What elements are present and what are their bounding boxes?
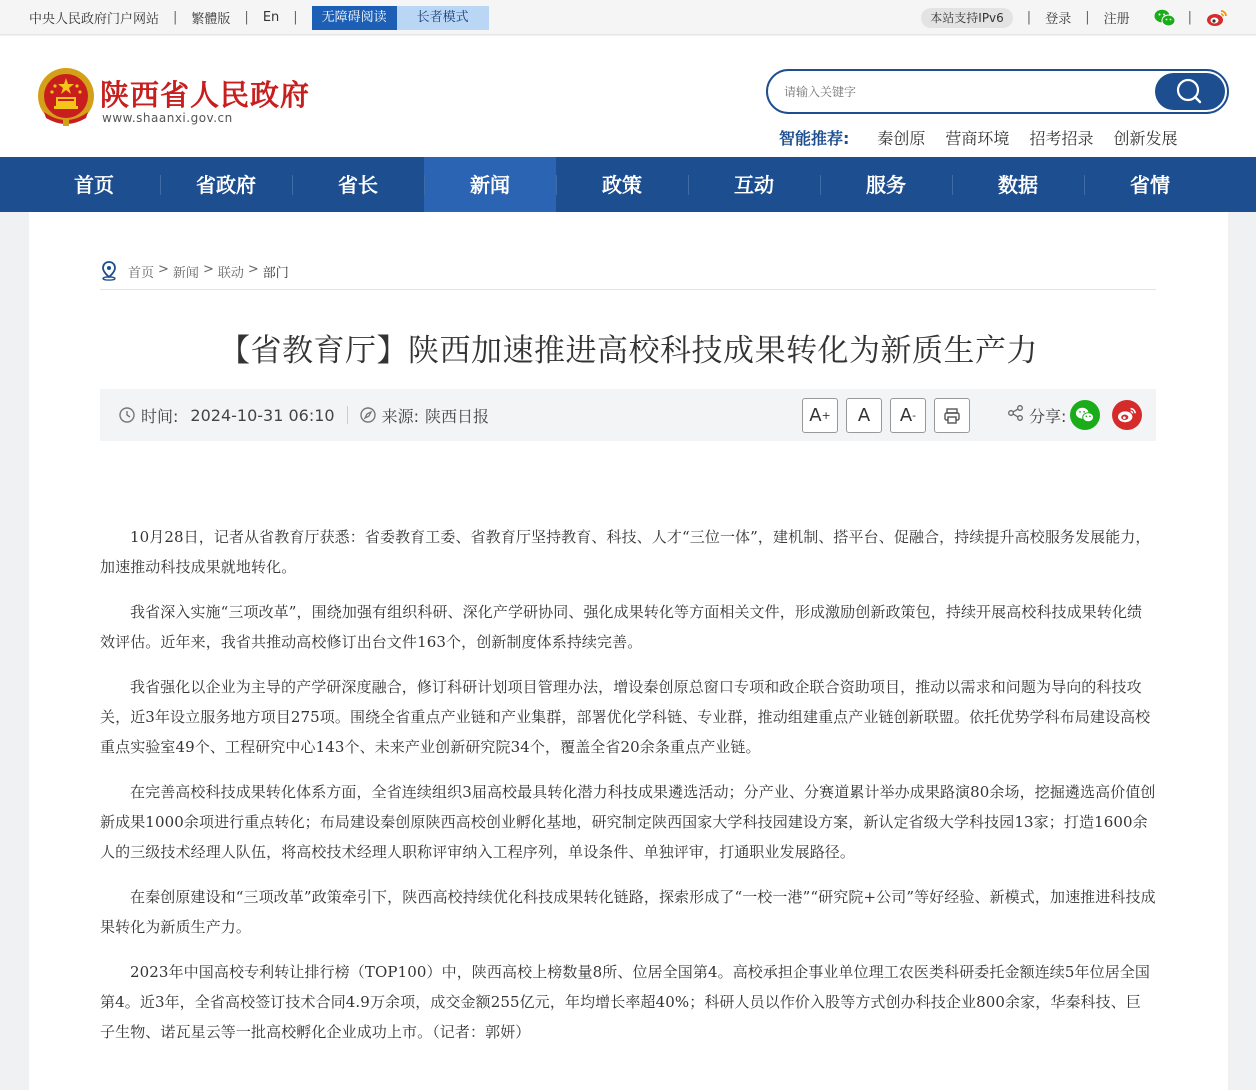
weibo-icon[interactable] bbox=[1206, 8, 1226, 28]
font-decrease-sign: - bbox=[912, 409, 917, 422]
site-name[interactable]: 陕西省人民政府 bbox=[100, 78, 311, 112]
article-paragraph: 10月28日，记者从省教育厅获悉：省委教育工委、省教育厅坚持教育、科技、人才“三位一体”，建机制、搭平台、促融合，持续提升高校服务发展能力，加速推动科技成果就地转化。 bbox=[100, 528, 1151, 576]
compass-icon bbox=[360, 407, 376, 423]
nav-item-policy[interactable]: 政策 bbox=[556, 157, 688, 212]
font-decrease-label: A bbox=[899, 405, 913, 426]
main-nav bbox=[0, 157, 1256, 212]
divider: | bbox=[1026, 10, 1032, 25]
divider: | bbox=[173, 10, 178, 25]
weibo-icon bbox=[1117, 406, 1137, 424]
font-increase-sign: + bbox=[821, 409, 831, 422]
divider: | bbox=[293, 10, 298, 25]
search-button[interactable] bbox=[1155, 73, 1225, 110]
search-icon bbox=[1155, 73, 1225, 110]
site-header bbox=[0, 36, 1256, 157]
content-panel bbox=[29, 212, 1228, 1090]
portal-link[interactable]: 中央人民政府门户网站 bbox=[29, 12, 160, 27]
english-link[interactable]: En bbox=[262, 10, 280, 25]
accessible-reading-button[interactable]: 无障碍阅读 bbox=[312, 6, 397, 30]
article-paragraph: 我省强化以企业为主导的产学研深度融合，修订科研计划项目管理办法，增设秦创原总窗口专项和政企联合资助项目，推动以需求和问题为导向的科技攻关，近3年设立服务地方项目275项。围绕全省重点产业链和产业集群，部署优化学科链、专业群，推动组建重点产业链创新联盟。依托优势学科布局建设高校重点实验室49个、工程研究中心143个、未来产业创新研究院34个，覆盖全省20余条重点产业链。 bbox=[100, 678, 1151, 756]
clock-icon bbox=[119, 407, 135, 423]
breadcrumb-item-linkage[interactable]: 联动 bbox=[217, 266, 244, 281]
share-wechat-button[interactable] bbox=[1070, 400, 1100, 430]
nav-item-news[interactable]: 新闻 bbox=[424, 157, 556, 212]
article-source: 陕西日报 bbox=[425, 406, 490, 426]
nav-item-data[interactable]: 数据 bbox=[952, 157, 1084, 212]
share-weibo-button[interactable] bbox=[1112, 400, 1142, 430]
breadcrumb-separator: > bbox=[202, 262, 214, 277]
top-bar bbox=[0, 0, 1256, 35]
recommend-item[interactable]: 营商环境 bbox=[945, 129, 1010, 148]
article-meta-info bbox=[119, 389, 489, 441]
share-area bbox=[1007, 389, 1142, 441]
national-emblem-logo[interactable] bbox=[36, 66, 96, 132]
nav-item-interaction[interactable]: 互动 bbox=[688, 157, 820, 212]
breadcrumb-item-home[interactable]: 首页 bbox=[128, 266, 155, 281]
register-link[interactable]: 注册 bbox=[1103, 12, 1130, 27]
site-url: www.shaanxi.gov.cn bbox=[102, 111, 233, 125]
font-decrease-button[interactable] bbox=[890, 398, 926, 433]
nav-item-governor[interactable]: 省长 bbox=[292, 157, 424, 212]
search-box bbox=[766, 69, 1229, 114]
elder-mode-button[interactable]: 长者模式 bbox=[397, 6, 489, 30]
breadcrumb-item-news[interactable]: 新闻 bbox=[172, 266, 199, 281]
article-meta-bar bbox=[100, 389, 1156, 441]
article-body bbox=[100, 522, 1156, 1062]
smart-recommend bbox=[779, 126, 1197, 149]
nav-item-services[interactable]: 服务 bbox=[820, 157, 952, 212]
recommend-title: 智能推荐: bbox=[779, 129, 850, 148]
article-title: 【省教育厅】陕西加速推进高校科技成果转化为新质生产力 bbox=[219, 333, 1038, 369]
article-paragraph: 我省深入实施“三项改革”，围绕加强有组织科研、深化产学研协同、强化成果转化等方面相关文件，形成激励创新政策包，持续开展高校科技成果转化绩效评估。近年来，我省共推动高校修订出台文件163个，创新制度体系持续完善。 bbox=[100, 603, 1143, 651]
divider: | bbox=[1085, 10, 1090, 25]
nav-item-provincial-government[interactable]: 省政府 bbox=[160, 157, 292, 212]
font-normal-label: A bbox=[857, 405, 871, 426]
top-bar-left bbox=[29, 0, 489, 35]
time-label: 时间: bbox=[141, 406, 179, 426]
print-button[interactable] bbox=[934, 398, 970, 433]
wechat-icon[interactable] bbox=[1154, 8, 1174, 28]
divider: | bbox=[1187, 10, 1192, 25]
print-icon bbox=[943, 407, 961, 425]
share-icon bbox=[1007, 404, 1025, 426]
share-label: 分享: bbox=[1029, 406, 1067, 426]
wechat-icon bbox=[1075, 406, 1095, 424]
article-paragraph: 在秦创原建设和“三项改革”政策牵引下，陕西高校持续优化科技成果转化链路，探索形成了“一校一港”“研究院+公司”等好经验、新模式，加速推进科技成果转化为新质生产力。 bbox=[100, 888, 1156, 936]
divider bbox=[347, 406, 348, 424]
font-normal-button[interactable] bbox=[846, 398, 882, 433]
publish-time: 2024-10-31 06:10 bbox=[190, 405, 335, 425]
font-increase-label: A bbox=[809, 405, 822, 426]
location-pin-icon bbox=[100, 261, 118, 281]
top-bar-right bbox=[921, 0, 1226, 35]
search-input[interactable] bbox=[784, 81, 1144, 103]
nav-item-home[interactable]: 首页 bbox=[74, 173, 114, 197]
breadcrumb-item-department[interactable]: 部门 bbox=[262, 266, 289, 281]
breadcrumb-separator: > bbox=[158, 262, 169, 277]
recommend-item[interactable]: 秦创原 bbox=[877, 129, 926, 148]
breadcrumb-separator: > bbox=[247, 262, 259, 277]
traditional-chinese-link[interactable]: 繁體版 bbox=[191, 12, 231, 27]
breadcrumb bbox=[100, 262, 1156, 290]
font-increase-button[interactable] bbox=[802, 398, 838, 433]
ipv6-badge: 本站支持IPv6 bbox=[921, 8, 1013, 28]
article-paragraph: 2023年中国高校专利转让排行榜（TOP100）中，陕西高校上榜数量8所、位居全国第4。高校承担企事业单位理工农医类科研委托金额连续5年位居全国第4。近3年，全省高校签订技术合同4.9万余项，成交金额255亿元，年均增长率超40%；科研人员以作价入股等方式创办科技企业800余家，华秦科技、巨子生物、诺瓦星云等一批高校孵化企业成功上市。（记者：郭妍） bbox=[100, 963, 1151, 1041]
divider: | bbox=[244, 10, 249, 25]
recommend-item[interactable]: 创新发展 bbox=[1113, 129, 1178, 148]
nav-item-province-info[interactable]: 省情 bbox=[1084, 157, 1216, 212]
recommend-item[interactable]: 招考招录 bbox=[1029, 129, 1094, 148]
article-paragraph: 在完善高校科技成果转化体系方面，全省连续组织3届高校最具转化潜力科技成果遴选活动；分产业、分赛道累计举办成果路演80余场，挖掘遴选高价值创新成果1000余项进行重点转化；布局建设秦创原陕西高校创业孵化基地，研究制定陕西国家大学科技园建设方案，新认定省级大学科技园13家；打造1600余人的三级技术经理人队伍，将高校技术经理人职称评审纳入工程序列，单设条件、单独评审，打通职业发展路径。 bbox=[100, 783, 1156, 861]
source-label: 来源: bbox=[381, 406, 419, 426]
login-link[interactable]: 登录 bbox=[1045, 12, 1072, 27]
